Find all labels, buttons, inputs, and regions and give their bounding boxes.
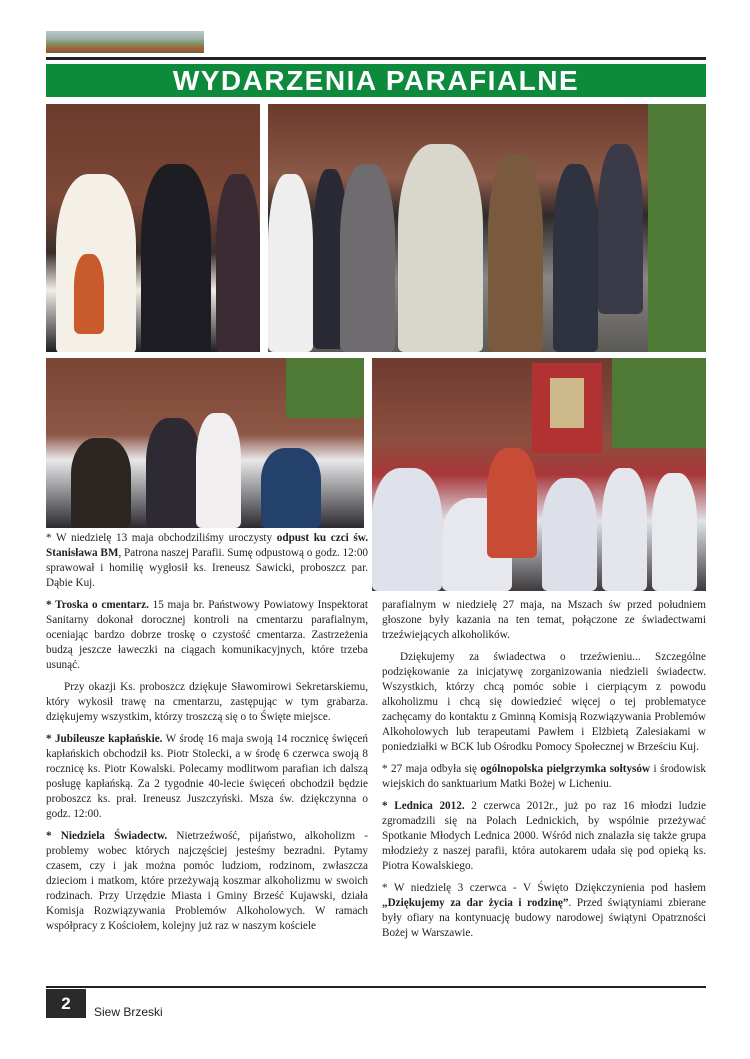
publication-name: Siew Brzeski <box>94 1005 163 1019</box>
text: Nietrzeźwość, pijaństwo, alkoholizm - problemy wobec których najczęściej jesteśmy bezradni. Pytamy czasem, czy i jak można pomóc ludziom, rodzinom, zwłaszcza dzieciom i matkom, które przeżywają koszmar alkoholizmu w swoich rodzinach. Przy Urzędzie Miasta i Gminy Brześć Kujawski, działa Komisja Rozwiązywania Problemów Alkoholowych. W ramach współpracy z Kościołem, kolejny już raz w naszym kościele <box>46 830 368 932</box>
photo-procession-priest <box>46 104 260 352</box>
photo-procession-banner <box>372 358 706 591</box>
paragraph-pilgrimage <box>382 762 706 792</box>
article-column-right <box>382 598 706 948</box>
text: i środowisk wiejskich do sanktuarium Matki Bożej w Licheniu. <box>382 763 707 790</box>
paragraph-sobriety: Dziękujemy za świadectwa o trzeźwieniu... Szczególne podziękowanie za inicjatywę zorganizowania niedzieli świadectw. Wszystkich, którzy chcą pomóc sobie i cierpiącym z powodu alkoholizmu i chcą się dowiedzieć więcej o tej problematyce zachęcamy do kontaktu z Gminną Komisją Rozwiązywania Problemów Alkoholowych lub terapeutami Pawłem i Elżbietą Zalesiakami w poniedziałki w BCK lub Ośrodku Pomocy Społecznej w Brześciu Kuj. <box>382 651 706 753</box>
paragraph-thanksgiving <box>382 881 706 941</box>
text-bold: * Jubileusze kapłańskie. <box>46 733 163 745</box>
text-bold: * Lednica 2012. <box>382 800 465 812</box>
text: * W niedzielę 3 czerwca - V Święto Dziękczynienia pod hasłem <box>382 882 706 894</box>
text: . Przed świątyniami zbierane były ofiary na kontynuację budowy narodowej świątyni Opatrzności Bożej w Warszawie. <box>382 897 707 939</box>
text: 2 czerwca 2012r., już po raz 16 młodzi ludzie zgromadzili się na Polach Lednickich, by wspólnie przeżywać Spotkanie Młodych Lednica 2000. Wśród nich znalazła się także grupa młodzieży z naszej parafii, która autokarem udała się pod opieką ks. Piotra Kowalskiego. <box>382 800 706 872</box>
text: * W niedzielę 13 maja obchodziliśmy uroczysty <box>46 532 277 544</box>
paragraph-cemetery <box>46 598 368 673</box>
section-title: WYDARZENIA PARAFIALNE <box>46 64 706 97</box>
header-village-image <box>46 31 204 53</box>
paragraph-continuation: parafialnym w niedzielę 27 maja, na Mszach św przed południem głoszone były kazania na ten temat, połączone ze świadectwami trzeźwiejących alkoholików. <box>382 599 706 641</box>
text-bold: „Dziękujemy za dar życia i rodzinę” <box>382 897 569 909</box>
header-rule <box>46 57 706 60</box>
text-bold: * Niedziela Świadectw. <box>46 830 168 842</box>
text: * 27 maja odbyła się <box>382 763 481 775</box>
text-bold: odpust ku czci św. Stanisława BM <box>46 532 369 559</box>
text: 15 maja br. Państwowy Powiatowy Inspektorat Sanitarny dokonał dorocznej kontroli na cmentarzu parafialnym, oceniając bardzo dobrze troskę o czystość cmentarza. Zastrzeżenia budzą jeszcze ławeczki na ciągach komunikacyjnych, które trzeba usunąć. <box>46 599 369 671</box>
text-bold: ogólnopolska pielgrzymka sołtysów <box>480 763 651 775</box>
photo-parishioners-walking <box>268 104 706 352</box>
paragraph-lednica <box>382 799 706 874</box>
paragraph-thanks: Przy okazji Ks. proboszcz dziękuje Sławomirowi Sekretarskiemu, który wykosił trawę na cmentarzu, zastępując w tym grabarza. dziękujemy wszystkim, którzy troszczą się o to Święte miejsce. <box>46 681 368 723</box>
footer-rule <box>46 986 706 988</box>
photo-first-communion-children <box>46 358 364 528</box>
page-number: 2 <box>46 989 86 1018</box>
paragraph-odpust <box>46 531 368 591</box>
text: W środę 16 maja swoją 14 rocznicę święceń kapłańskich obchodził ks. Piotr Stolecki, a w środę 6 czerwca swoją 8 rocznicę ks. Piotr Kowalski. Polecamy modlitwom parafian ich dalszą posługę kapłańską. Za 2 tygodnie 40-lecie święceń obchodził będzie proboszcz ks. prał. Ireneusz Juszczyński. Msza św. dziękczynna o godz. 12:00. <box>46 733 368 820</box>
paragraph-jubilees <box>46 732 368 822</box>
text-bold: * Troska o cmentarz. <box>46 599 149 611</box>
paragraph-witness-sunday <box>46 829 368 934</box>
article-column-left <box>46 531 368 941</box>
text: , Patrona naszej Parafii. Sumę odpustową o godz. 12:00 sprawował i homilię wygłosił ks. Ireneusz Sawicki, proboszcz par. Dąbie Kuj. <box>46 547 369 589</box>
